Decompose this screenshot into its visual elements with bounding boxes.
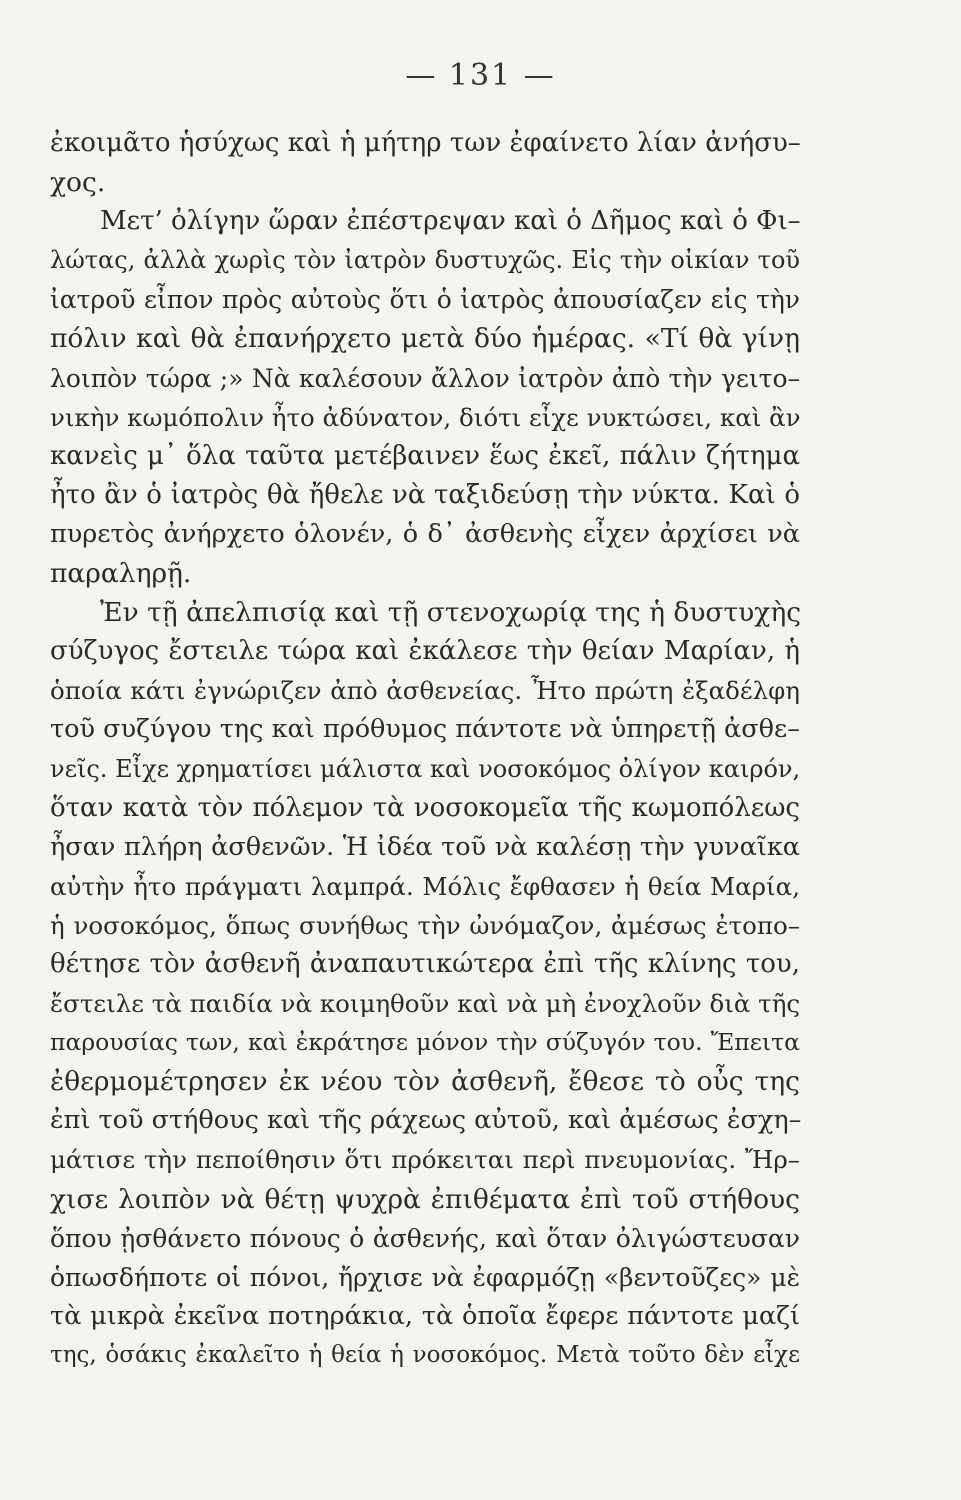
text-line: πόλιν καὶ θὰ ἐπανήρχετο μετὰ δύο ἡμέρας. «Τί θὰ γίνῃ [50,323,800,355]
text-line: ἰατροῦ εἶπον πρὸς αὐτοὺς ὅτι ὁ ἰατρὸς ἀπουσίαζεν εἰς τὴν [50,285,800,315]
text-line: νικὴν κωμόπολιν ἦτο ἀδύνατον, διότι εἶχε νυκτώσει, καὶ ἂν [50,402,801,432]
text-line: παραληρῇ. [50,558,192,590]
text-line: τὰ μικρὰ ἐκεῖνα ποτηράκια, τὰ ὁποῖα ἔφερε πάντοτε μαζί [50,1300,800,1331]
text-line: ἦτο ἂν ὁ ἰατρὸς θὰ ἤθελε νὰ ταξιδεύσῃ τὴν νύκτα. Καὶ ὁ [50,479,800,510]
page-number: — 131 — [405,58,556,93]
text-line: ὁπωσδήποτε οἱ πόνοι, ἤρχισε νὰ ἐφαρμόζῃ «βεντοῦζες» μὲ [50,1262,800,1292]
body-text [50,124,800,1375]
text-line: κανεὶς μ᾽ ὅλα ταῦτα μετέβαινεν ἕως ἐκεῖ, πάλιν ζήτημα [50,440,800,471]
text-line: χος. [50,167,106,199]
text-line: θέτησε τὸν ἀσθενῆ ἀναπαυτικώτερα ἐπὶ τῆς κλίνης του, [50,948,800,979]
text-line: τοῦ συζύγου της καὶ πρόθυμος πάντοτε νὰ ὑπηρετῇ ἀσθε– [50,714,800,745]
text-line: ἔστειλε τὰ παιδία νὰ κοιμηθοῦν καὶ νὰ μὴ ἐνοχλοῦν διὰ τῆς [50,989,801,1019]
text-line: ἐκοιμᾶτο ἡσύχως καὶ ἡ μήτηρ των ἐφαίνετο λίαν ἀνήσυ– [50,128,801,158]
text-line: ἐθερμομέτρησεν ἐκ νέου τὸν ἀσθενῆ, ἔθεσε τὸ οὖς της [50,1066,800,1098]
text-line: χισε λοιπὸν νὰ θέτῃ ψυχρὰ ἐπιθέματα ἐπὶ τοῦ στήθους [50,1183,800,1215]
text-line: ἦσαν πλήρη ἀσθενῶν. Ἡ ἰδέα τοῦ νὰ καλέσῃ τὴν γυναῖκα [50,831,800,862]
text-line: μάτισε τὴν πεποίθησιν ὅτι πρόκειται περὶ πνευμονίας. Ἤρ– [50,1145,800,1175]
text-line: ὅπου ᾐσθάνετο πόνους ὁ ἀσθενής, καὶ ὅταν ὀλιγώστευσαν [50,1223,800,1253]
text-line: λοιπὸν τώρα ;» Νὰ καλέσουν ἄλλον ἰατρὸν ἀπὸ τὴν γειτο– [50,363,800,393]
text-line: Μετ’ ὀλίγην ὥραν ἐπέστρεψαν καὶ ὁ Δῆμος καὶ ὁ Φι– [100,206,801,237]
text-line: σύζυγος ἔστειλε τώρα καὶ ἐκάλεσε τὴν θείαν Μαρίαν, ἡ [50,636,800,667]
text-line: πυρετὸς ἀνήρχετο ὁλονέν, ὁ δ᾽ ἀσθενὴς εἶχεν ἀρχίσει νὰ [50,518,800,549]
text-line: της, ὁσάκις ἐκαλεῖτο ἡ θεία ἡ νοσοκόμος. Μετὰ τοῦτο δὲν εἶχε [50,1341,800,1368]
text-line: ὅταν κατὰ τὸν πόλεμον τὰ νοσοκομεῖα τῆς κωμοπόλεως [50,792,800,823]
text-line: παρουσίας των, καὶ ἐκράτησε μόνον τὴν σύζυγόν του. Ἔπειτα [50,1028,800,1057]
text-line: ἡ νοσοκόμος, ὅπως συνήθως τὴν ὠνόμαζον, ἀμέσως ἐτοπο– [50,910,800,940]
text-line: νεῖς. Εἶχε χρηματίσει μάλιστα καὶ νοσοκόμος ὀλίγον καιρόν, [50,754,801,783]
text-line: αὐτὴν ἦτο πράγματι λαμπρά. Μόλις ἔφθασεν ἡ θεία Μαρία, [50,871,800,901]
text-line: ἐπὶ τοῦ στήθους καὶ τῆς ράχεως αὐτοῦ, καὶ ἀμέσως ἐσχη– [50,1105,802,1136]
text-line: λώτας, ἀλλὰ χωρὶς τὸν ἰατρὸν δυστυχῶς. Εἰς τὴν οἰκίαν τοῦ [50,246,800,275]
text-line: Ἐν τῇ ἀπελπισίᾳ καὶ τῇ στενοχωρίᾳ της ἡ δυστυχὴς [100,597,802,629]
text-line: ὁποία κάτι ἐγνώριζεν ἀπὸ ἀσθενείας. Ἦτο πρώτη ἐξαδέλφη [50,676,800,706]
